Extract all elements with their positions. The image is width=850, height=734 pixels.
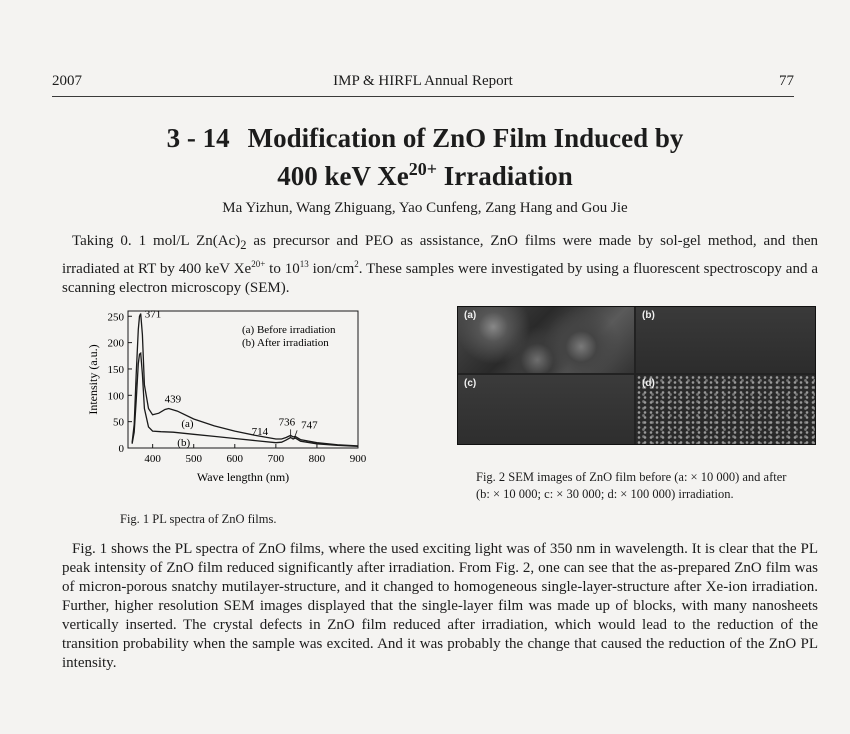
y-tick-label-0: 0	[118, 443, 124, 455]
abstract-sup-c: 13	[299, 259, 309, 269]
peak-label-736: 736	[278, 416, 296, 429]
title-line1: Modification of ZnO Film Induced by	[247, 123, 684, 153]
body-paragraph: Fig. 1 shows the PL spectra of ZnO films, where the used exciting light was of 350 nm in wavelength. It is clear that the PL peak intensity of ZnO film reduced significantly after irradiation. From Fig. 2, one can see that the as-prepared ZnO film was of micron-porous snatchy mutilayer-structure, and it changed to homogeneous single-layer-structure after Xe-ion irradiation. Further, higher resolution SEM images displayed that the single-layer film was made up of blocks, with many nanosheets vertically inserted. The crystal defects in ZnO film reduced after irradiation, which would lead to the reduction of the transition probability when the sample was excited. And it was probably the change that caused the reduction of the ZnO PL intensity.	[62, 541, 818, 671]
x-axis-label: Wave lengthn (nm)	[196, 470, 290, 484]
y-tick-label-4: 200	[107, 337, 124, 350]
abstract-text-a: Taking 0. 1 mol/L Zn(Ac)	[72, 233, 241, 249]
abstract-text-e: . These samples were investigated by using a fluorescent spectroscopy and a scanning electron microscopy (SEM).	[62, 261, 818, 296]
title-line2-suffix: Irradiation	[437, 161, 573, 191]
figure-1-pl-spectra	[80, 305, 370, 505]
series-label-b: (b)	[177, 436, 191, 449]
x-tick-label-1: 500	[185, 453, 202, 465]
y-axis-label: Intensity (a.u.)	[86, 344, 100, 415]
y-tick-label-2: 100	[107, 390, 124, 403]
sem-panel-a-label: (a)	[464, 310, 477, 321]
header-year: 2007	[52, 73, 82, 89]
peak-label-714: 714	[251, 426, 269, 439]
legend-entry-0: (a) Before irradiation	[242, 324, 336, 336]
sem-panel-d	[636, 375, 815, 444]
sem-panel-c	[458, 375, 634, 444]
sem-panel-c-label: (c)	[464, 378, 477, 389]
y-tick-label-1: 50	[113, 416, 124, 429]
sem-panel-a	[458, 307, 634, 373]
abstract-sub-a: 2	[240, 238, 247, 252]
peak-label-371: 371	[144, 308, 162, 321]
peak-label-747: 747	[301, 419, 318, 432]
title-line2-prefix: 400 keV Xe	[277, 161, 409, 191]
y-tick-label-5: 250	[107, 311, 124, 324]
author-list: Ma Yizhun, Wang Zhiguang, Yao Cunfeng, Zang Hang and Gou Jie	[222, 200, 628, 216]
abstract-text-d: ion/cm	[308, 261, 355, 277]
header-page-number: 77	[779, 73, 794, 89]
abstract-sup-d: 2	[354, 259, 359, 269]
header-journal: IMP & HIRFL Annual Report	[333, 73, 513, 89]
x-tick-label-5: 900	[349, 453, 367, 465]
sem-panel-b-label: (b)	[642, 310, 655, 321]
title-number: 3 - 14	[166, 123, 230, 153]
peak-label-439: 439	[164, 393, 182, 406]
x-tick-label-0: 400	[144, 453, 161, 465]
legend-entry-1: (b) After irradiation	[242, 337, 329, 349]
abstract-sup-b: 20+	[251, 259, 266, 269]
figure-2-sem-images	[457, 306, 816, 445]
x-tick-label-2: 600	[226, 453, 244, 465]
abstract-text-c: to 10	[265, 261, 300, 277]
sem-panel-b	[636, 307, 815, 373]
running-header	[52, 66, 794, 97]
x-tick-label-3: 700	[267, 453, 285, 465]
x-tick-label-4: 800	[308, 453, 326, 465]
abstract-paragraph	[62, 232, 818, 298]
paper-title	[100, 123, 750, 192]
y-tick-label-3: 150	[107, 363, 124, 376]
pl-spectra-chart	[80, 305, 370, 505]
figure-1-caption: Fig. 1 PL spectra of ZnO films.	[120, 512, 277, 526]
sem-panel-d-label: (d)	[642, 378, 655, 389]
figure-2-caption: Fig. 2 SEM images of ZnO film before (a: × 10 000) and after (b: × 10 000; c: × 30 000; d: × 100 000) irradiation.	[476, 470, 787, 501]
title-line2-sup: 20+	[408, 159, 437, 179]
series-label-a: (a)	[181, 417, 194, 430]
abstract-text-b: as precursor and PEO as assistance, ZnO films were made by sol-gel method, and then irradiated at RT by 400 keV Xe	[62, 233, 818, 277]
